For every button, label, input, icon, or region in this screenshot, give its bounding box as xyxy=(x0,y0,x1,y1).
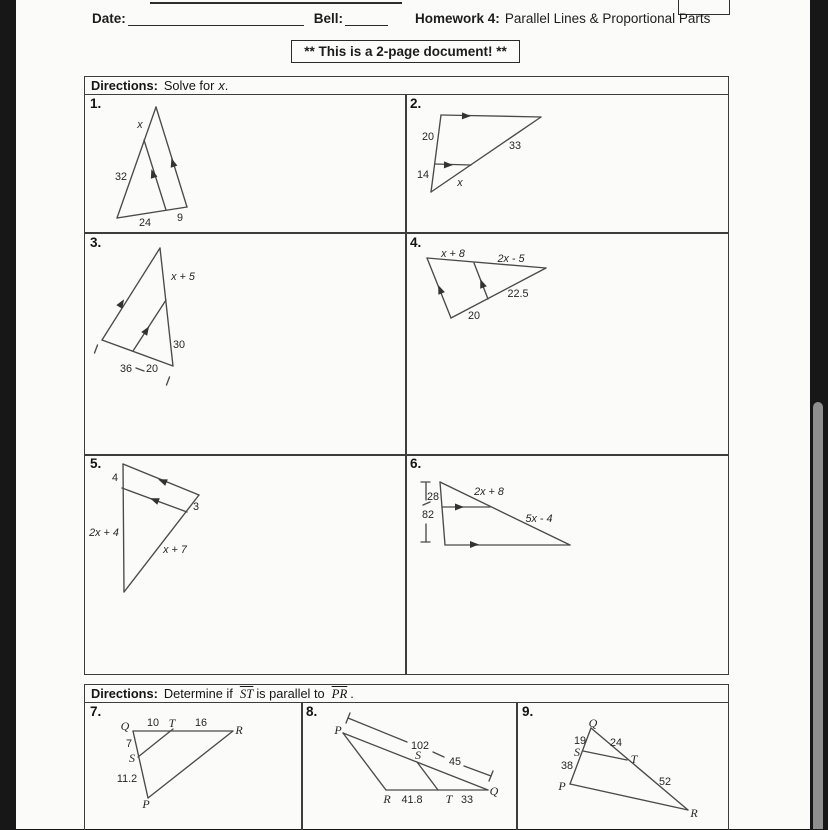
p8-Q-label: Q xyxy=(489,784,499,798)
two-page-banner: ** This is a 2-page document! ** xyxy=(291,40,520,63)
p4-x8-label: x + 8 xyxy=(441,248,465,260)
p3-30-label: 30 xyxy=(172,339,186,351)
directions-suffix-2: . xyxy=(350,686,354,701)
p9-Q-label: Q xyxy=(588,716,598,730)
p1-9-label: 9 xyxy=(176,212,184,224)
p7-T-label: T xyxy=(168,716,176,730)
segment-ST: $\overline{ST}$ xyxy=(239,687,254,701)
p8-P-label: P xyxy=(334,723,342,737)
p4-2x5-label: 2x - 5 xyxy=(497,253,525,265)
p4-225-label: 22.5 xyxy=(507,288,529,300)
p7-112-label: 11.2 xyxy=(116,773,138,785)
homework-title: Parallel Lines & Proportional Parts xyxy=(504,11,711,26)
p8-102-label: 102 xyxy=(410,740,430,752)
problem-2-number: 2. xyxy=(410,96,422,111)
scrollbar-thumb[interactable] xyxy=(813,402,823,829)
p9-38-label: 38 xyxy=(560,760,574,772)
directions-var-1: x xyxy=(218,78,225,93)
p4-20-label: 20 xyxy=(467,310,481,322)
bell-label: Bell: xyxy=(313,11,344,26)
p8-45-label: 45 xyxy=(448,756,462,768)
p7-S-label: S xyxy=(129,751,135,765)
p2-33-label: 33 xyxy=(508,140,522,152)
p5-4-label: 4 xyxy=(111,472,119,484)
directions-row-1 xyxy=(85,77,728,95)
problem-6-number: 6. xyxy=(410,456,422,471)
segment-PR: $\overline{PR}$ xyxy=(331,687,348,701)
p6-28-label: 28 xyxy=(426,491,440,503)
p9-P-label: P xyxy=(558,779,566,793)
directions-suffix-1: . xyxy=(224,78,229,93)
col-divider-7-8 xyxy=(301,703,303,830)
p3-36-label: 36 xyxy=(119,363,133,375)
p2-x-label: x xyxy=(457,177,463,189)
directions-label-1: Directions: xyxy=(91,78,158,93)
parallel-check-table xyxy=(84,684,729,830)
name-underline-cutoff xyxy=(150,2,402,4)
p9-S-label: S xyxy=(574,745,580,759)
p7-16-label: 16 xyxy=(194,717,208,729)
p5-x7-label: x + 7 xyxy=(163,544,187,556)
p7-P-label: P xyxy=(142,797,150,811)
p8-T-label: T xyxy=(445,792,453,806)
p2-14-label: 14 xyxy=(416,169,430,181)
header-row xyxy=(92,11,740,26)
p5-3-label: 3 xyxy=(192,501,200,513)
directions-text-1: Solve for xyxy=(163,78,215,93)
p8-S-label: S xyxy=(415,748,421,762)
p7-7-label: 7 xyxy=(125,738,133,750)
p8-418-label: 41.8 xyxy=(401,794,423,806)
worksheet-page xyxy=(16,0,810,829)
p9-19-label: 19 xyxy=(573,735,587,747)
problem-3-number: 3. xyxy=(90,235,102,250)
p6-2x8-label: 2x + 8 xyxy=(474,486,504,498)
problem-1-number: 1. xyxy=(90,96,102,111)
problem-4-number: 4. xyxy=(410,235,422,250)
directions-text-2: Determine if xyxy=(163,686,233,701)
problem-8-number: 8. xyxy=(306,704,318,719)
homework-label: Homework 4: xyxy=(415,11,500,26)
directions-row-2 xyxy=(85,685,728,703)
p1-32-label: 32 xyxy=(114,171,128,183)
p3-x5-label: x + 5 xyxy=(171,271,195,283)
directions-label-2: Directions: xyxy=(91,686,158,701)
p6-5x4-label: 5x - 4 xyxy=(525,513,553,525)
solve-for-x-table xyxy=(84,76,729,675)
p7-Q-label: Q xyxy=(120,719,130,733)
problem-5-number: 5. xyxy=(90,456,102,471)
col-divider-8-9 xyxy=(516,703,518,830)
p3-20-label: 20 xyxy=(145,363,159,375)
p2-20-label: 20 xyxy=(421,131,435,143)
banner-wrap xyxy=(84,40,727,63)
p8-R-label: R xyxy=(383,792,391,806)
p9-R-label: R xyxy=(690,806,698,820)
p8-33-label: 33 xyxy=(460,794,474,806)
bell-blank xyxy=(345,12,388,26)
date-label: Date: xyxy=(92,11,126,26)
p5-2x4-label: 2x + 4 xyxy=(89,527,119,539)
problem-7-number: 7. xyxy=(90,704,102,719)
p7-R-label: R xyxy=(235,723,243,737)
problem-9-number: 9. xyxy=(522,704,534,719)
p9-T-label: T xyxy=(630,752,638,766)
p1-24-label: 24 xyxy=(138,217,152,229)
p6-82-label: 82 xyxy=(421,509,435,521)
date-blank xyxy=(128,12,304,26)
p7-10-label: 10 xyxy=(146,717,160,729)
col-divider xyxy=(405,94,407,674)
p9-24-label: 24 xyxy=(609,737,623,749)
directions-middle-2: is parallel to xyxy=(256,686,325,701)
p1-x-label: x xyxy=(137,119,143,131)
p9-52-label: 52 xyxy=(658,776,672,788)
